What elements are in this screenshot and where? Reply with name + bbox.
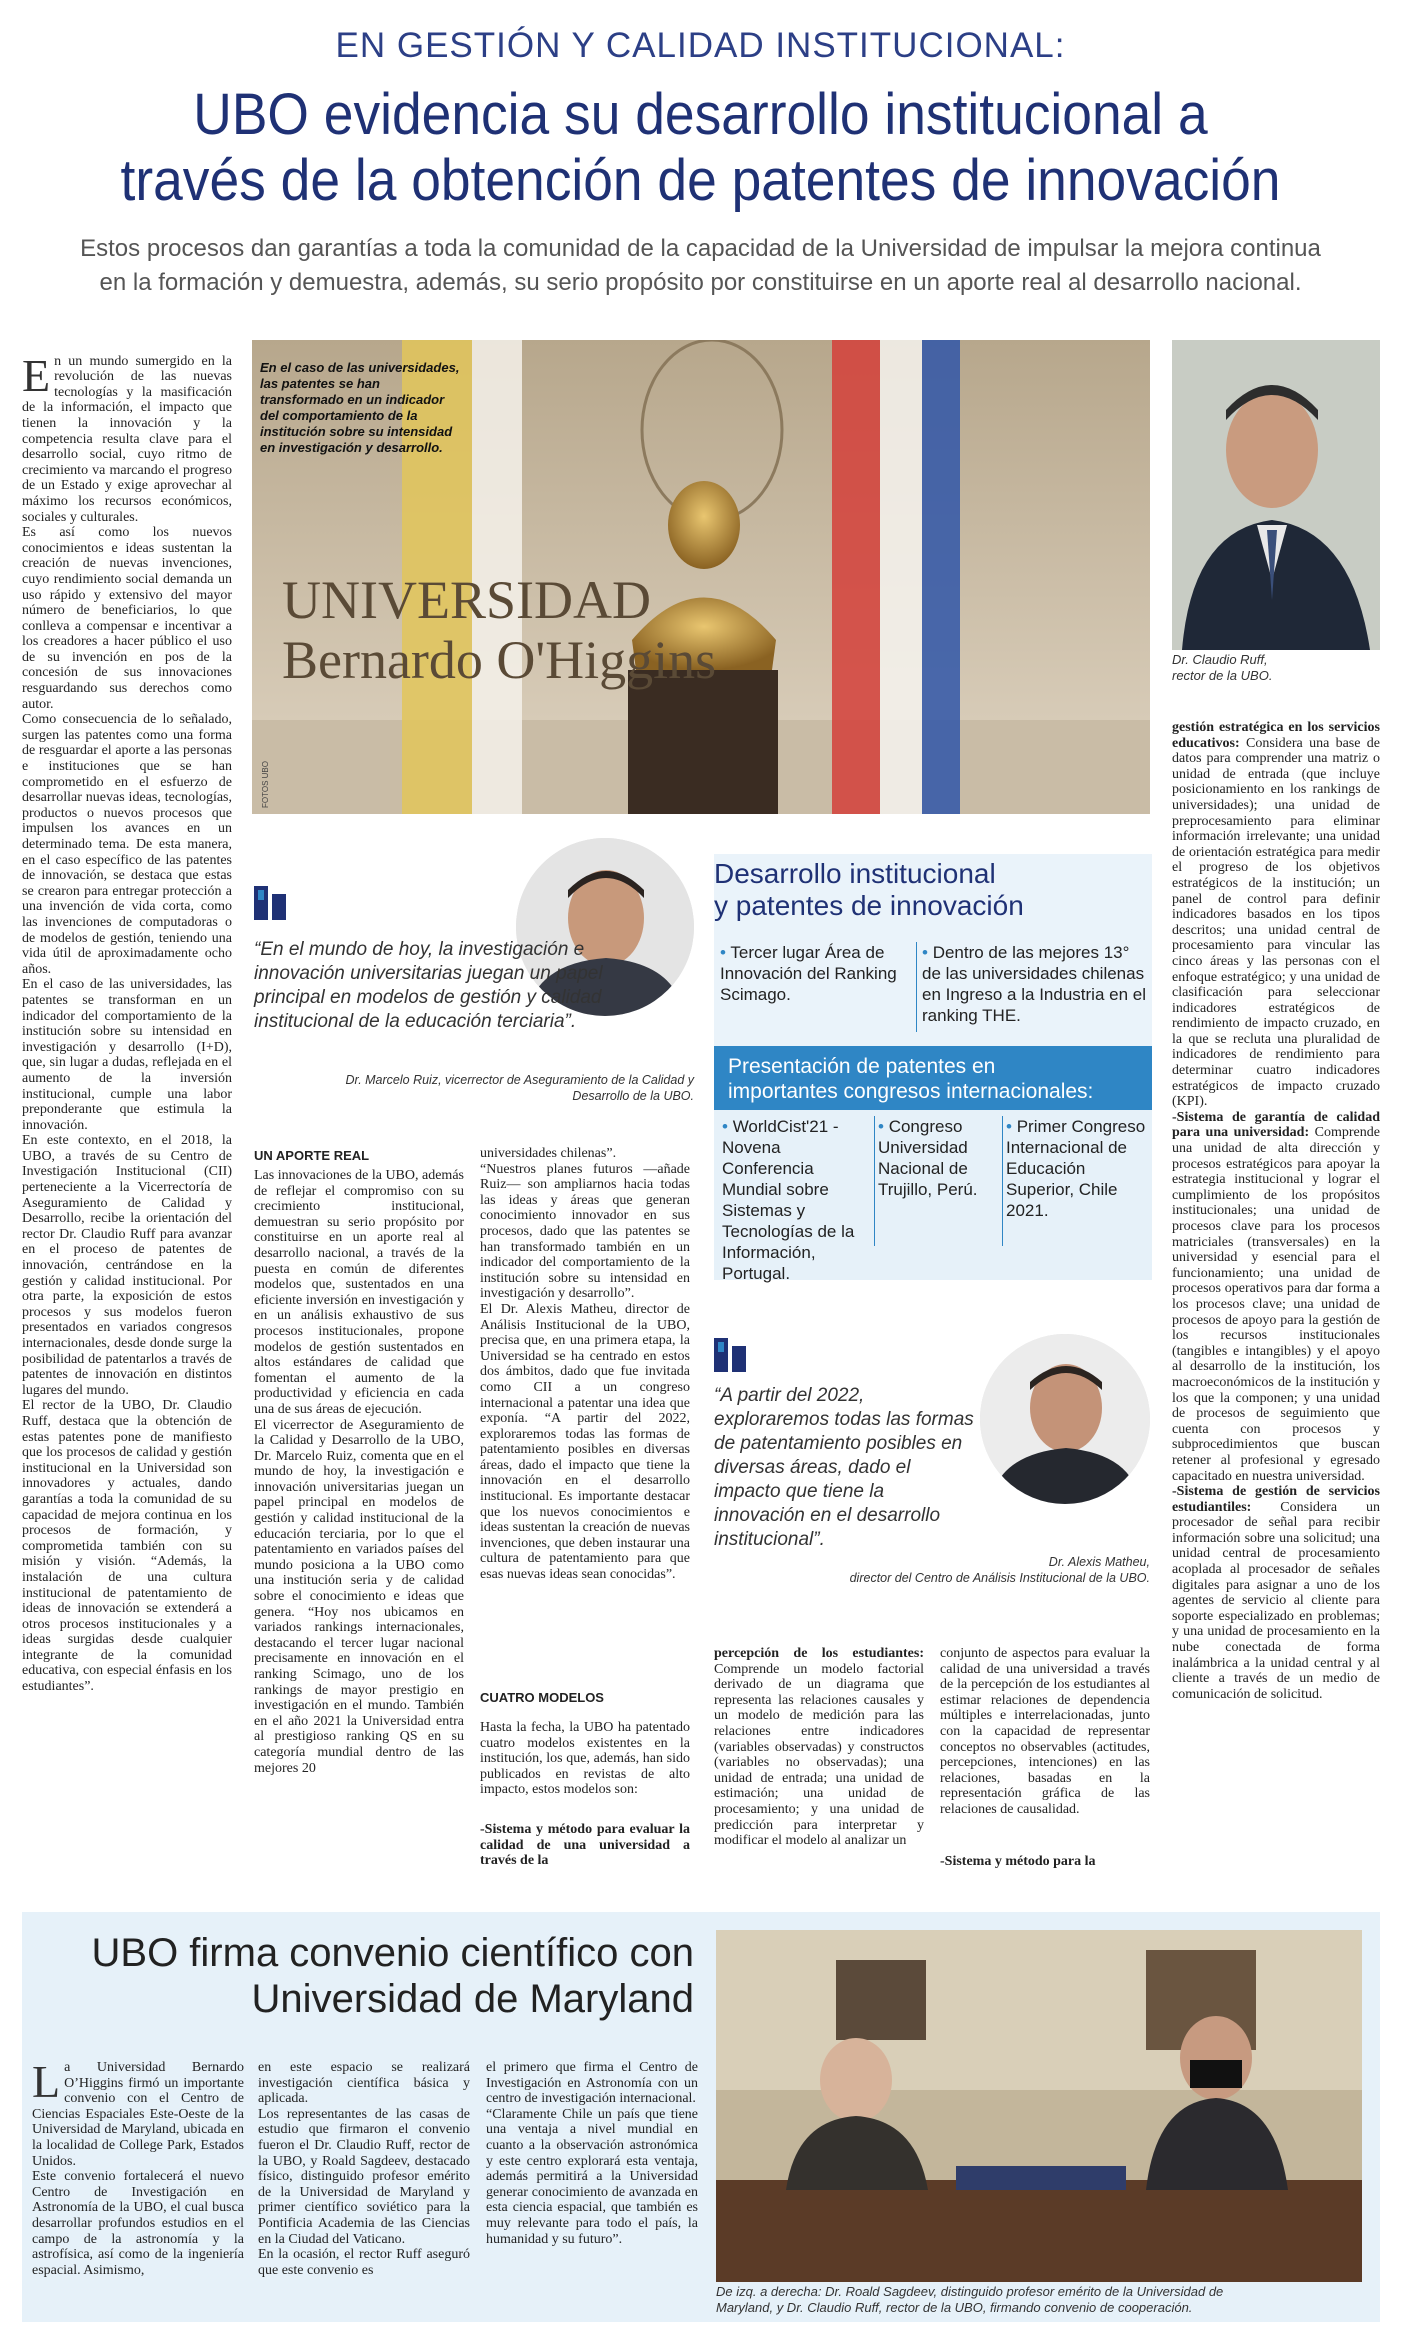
deck-line-1: Estos procesos dan garantías a toda la comunidad de la capacidad de la Universidad de impulsar la mejora continua [80, 235, 1321, 262]
infobox-bullet-2: • Dentro de las mejores 13° de las universidades chilenas en Ingreso a la Industria en el ranking THE. [922, 943, 1146, 1025]
column-6-text-1: Considera una base de datos para comprender una matriz o unidad de entrada (que incluye posicionamiento en los rankings de universidades); una unidad de preprocesamiento para eliminar información irrelevante; una unidad de orientación estratégica para medir el progreso de los objetivos estratégicos de la institución; un panel de control para definir indicadores basados en los tipos descritos; una unidad central de procesamiento para vincular las cinco áreas y las personas con el enfoque estratégico; y una unidad de clasificación para seleccionar indicadores estratégicos de rendimiento de impacto cruzado, en la que se recluta una pluralidad de indicadores de rendimiento para determinar cuatro indicadores estratégicos de impacto cruzado (KPI). [1172, 735, 1380, 1110]
column-4-bold: percepción de los estudiantes: [714, 1646, 924, 1661]
second-headline-line-2: Universidad de Maryland [251, 1977, 694, 2021]
signing-illustration [716, 1930, 1362, 2282]
headline-line-2: través de la obtención de patentes de innovación [120, 148, 1281, 213]
infobox-title-line-1: Desarrollo institucional [714, 858, 996, 889]
infobox-title [714, 858, 1024, 922]
matheu-portrait [980, 1334, 1150, 1504]
second-column-2: en este espacio se realizará investigación científica básica y aplicada. Los representantes de las casas de estudio que firmaron el convenio fueron el Dr. Claudio Ruff, rector de la UBO, y Roald Sagdeev, destacado físico, distinguido profesor emérito de la Universidad de Maryland y primer científico soviético para la Pontificia Academia de las Ciencias en la Ciudad del Vaticano. En la ocasión, el rector Ruff aseguró que este convenio es [258, 2060, 470, 2278]
infobox [714, 854, 1152, 1048]
signing-photo [716, 1930, 1362, 2282]
quote-1-attr-line-2: Desarrollo de la UBO. [572, 1089, 694, 1103]
quote-mark-icon [254, 886, 288, 920]
rector-portrait [1172, 340, 1380, 650]
quote-1-text: “En el mundo de hoy, la investigación e innovación universitarias juegan un papel principal en modelos de gestión y calidad institucional de la educación terciaria”. [254, 939, 603, 1032]
sign-text [282, 570, 1122, 690]
second-dropcap: L [32, 2060, 61, 2107]
photo-overlay-caption: En el caso de las universidades, las patentes se han transformado en un indicador del comportamiento de la institución sobre su intensidad en investigación y desarrollo. [260, 360, 460, 455]
section-kicker: EN GESTIÓN Y CALIDAD INSTITUCIONAL: [335, 26, 1066, 65]
infobox-bullet-1: • Tercer lugar Área de Innovación del Ranking Scimago. [720, 943, 897, 1004]
headline [93, 82, 1308, 214]
dropcap: E [22, 349, 51, 401]
infobox-title-line-2: y patentes de innovación [714, 890, 1024, 921]
infobox-divider [916, 942, 917, 1032]
quote-2-text: “A partir del 2022, exploraremos todas las formas de patentamiento posibles en diversas áreas, dado el impacto que tiene la innovación en el desarrollo institucional”. [714, 1385, 974, 1550]
second-headline-line-1: UBO firma convenio científico con [91, 1931, 694, 1975]
article-column-3b: Hasta la fecha, la UBO ha patentado cuatro modelos existentes en la institución, los que, además, han sido publicados en revistas de alto impacto, estos modelos son: [480, 1720, 690, 1798]
main-photo [252, 340, 1150, 814]
column-6-bold-1: gestión estratégica en los servicios educativos: [1172, 720, 1380, 751]
article-column-6 [1172, 720, 1380, 1870]
congress-item-3: • Primer Congreso Internacional de Educación Superior, Chile 2021. [1006, 1117, 1146, 1220]
article-column-5: conjunto de aspectos para evaluar la calidad de una universidad a través de la percepción de los estudiantes al estimar relaciones de dependencia múltiples e interrelacionadas, junto con la capacidad de representar conceptos no observables (actitudes, percepciones, intenciones) en las relaciones, basadas en la representación gráfica de las relaciones de causalidad. [940, 1646, 1150, 1817]
second-column-1 [32, 2060, 244, 2322]
congress-list [714, 1110, 1152, 1283]
congress-banner [714, 1046, 1152, 1110]
rector-caption-line-2: rector de la UBO. [1172, 668, 1273, 683]
column-1-text: n un mundo sumergido en la revolución de las nuevas tecnologías y la masificación de la información, el impacto que tienen la innovación y la competencia resulta clave para el desarrollo social, cuyo ritmo de crecimiento va marcando el progreso de un Estado y exige aprovechar al máximo los recursos económicos, sociales y culturales. Es así como los nuevos conocimientos e ideas sustentan la creación de nuevas invenciones, cuyo rendimiento social demanda un uso rápido y extensivo del mayor número de beneficiarios, lo que conlleva a compensar e incentivar a los creadores a hacer público el uso de su invención en pos de la concesión de sus innovaciones resguardando sus derechos como autor. Como consecuencia de lo señalado, surgen las patentes como una forma de resguardar el aporte a las personas e instituciones que se han comprometido en el esfuerzo de desarrollar nuevas ideas, tecnologías, productos o nuevos procesos que impulsen los avances en un determinado tema. De esta manera, en el caso específico de las patentes de innovación, se destaca que estas se crearon para entregar protección a una invención de vida corta, como las invenciones de computadoras o de modelos de gestión, teniendo una vida útil de aproximadamente ocho años. En el caso de las universidades, las patentes se transforman en un indicador del comportamiento de la institución sobre su intensidad en investigación y desarrollo (I+D), que, sin lugar a dudas, reflejada en el aumento de la inversión institucional, cumple una labor preponderante que estimula la innovación. En este contexto, en el 2018, la UBO, a través de su Centro de Investigación Institucional (CII) perteneciente a la Vicerrectoría de Aseguramiento de Calidad y Desarrollo, recibe la orientación del rector Dr. Claudio Ruff para avanzar en el proceso de patentes de innovación, centrándose en la gestión y calidad institucional. Por otra parte, la exposición de estos procesos y sus modelos fueron presentados en variados congresos internacionales, desde donde surge la posibilidad de patentarlos a través de patentes de innovación en distintos lugares del mundo. El rector de la UBO, Dr. Claudio Ruff, destaca que la obtención de estas patentes pone de manifiesto que los procesos de calidad y gestión institucional en la Universidad son innovadores y actuales, dando garantías a toda la comunidad de su capacidad de mejora continua en los procesos de formación, y comprometida también con su misión y visión. “Además, la instalación de una cultura institucional de patentamiento de ideas de innovación se extenderá a otros procesos institucionales y a ideas surgidas desde cualquier integrante de la comunidad educativa, con especial énfasis en los estudiantes”. [22, 353, 232, 1695]
congress-banner-line-2: importantes congresos internacionales: [728, 1080, 1094, 1103]
article-column-4 [714, 1646, 924, 1872]
rector-caption [1172, 652, 1380, 684]
headline-line-1: UBO evidencia su desarrollo institucional a [193, 82, 1208, 147]
article-column-3c: -Sistema y método para evaluar la calidad de una universidad a través de la [480, 1822, 690, 1869]
second-headline [28, 1930, 694, 2022]
quote-2-attr-line-2: director del Centro de Análisis Institucional de la UBO. [849, 1571, 1150, 1585]
sign-line-2: Bernardo O'Higgins [282, 630, 717, 690]
rector-photo [1172, 340, 1380, 650]
deck [28, 232, 1373, 300]
sign-line-1: UNIVERSIDAD [282, 570, 651, 630]
article-column-5b: -Sistema y método para la [940, 1854, 1096, 1869]
quote-1-attr-line-1: Dr. Marcelo Ruiz, vicerrector de Aseguramiento de la Calidad y [345, 1073, 694, 1087]
column-6-bold-2: -Sistema de garantía de calidad para una universidad: [1172, 1109, 1380, 1141]
congress-divider-1 [874, 1116, 875, 1246]
congress-divider-2 [1002, 1116, 1003, 1246]
congress-item-2: • Congreso Universidad Nacional de Trujillo, Perú. [878, 1117, 978, 1199]
quote-2-attr-line-1: Dr. Alexis Matheu, [1048, 1555, 1150, 1569]
congress-item-1: • WorldCist'21 - Novena Conferencia Mundial sobre Sistemas y Tecnologías de la Información, Portugal. [722, 1117, 855, 1283]
quote-2-attribution [714, 1554, 1150, 1586]
deck-line-2: en la formación y demuestra, además, su serio propósito por constituirse en un aporte real al desarrollo nacional. [99, 269, 1302, 296]
subhead-modelos: CUATRO MODELOS [480, 1690, 604, 1705]
quote-1-attribution [254, 1072, 694, 1104]
signing-caption-line-1: De izq. a derecha: Dr. Roald Sagdeev, distinguido profesor emérito de la Universidad de [716, 2284, 1224, 2299]
signing-caption [716, 2284, 1362, 2316]
article-column-2: Las innovaciones de la UBO, además de reflejar el compromiso con su crecimiento institucional, demuestran su serio propósito por constituirse en un aporte real al desarrollo nacional, a través de la puesta en común de diferentes modelos que, sustentados en una eficiente inversión en investigación y en un análisis exhaustivo de sus procesos institucionales, propone modelos de gestión sustentados en altos estándares de calidad que fomentan el aumento de la productividad y eficiencia en cada una de sus áreas de ejecución. El vicerrector de Aseguramiento de la Calidad y Desarrollo de la UBO, Dr. Marcelo Ruiz, comenta que en el mundo de hoy, la investigación e innovación universitarias juegan un papel principal en modelos de gestión y calidad institucional de la educación terciaria, por lo que el patentamiento en variados países del mundo posiciona a la UBO como una institución seria y de calidad sobre el conocimiento e ideas que genera. “Hoy nos ubicamos en variados rankings internacionales, destacando el tercer lugar nacional precisamente en innovación en el ranking Scimago, uno de los rankings de mayor prestigio en investigación en el mundo. También en el año 2021 la Universidad entra al prestigioso ranking QS en su categoría mundial dentro de las mejores 20 [254, 1168, 464, 1776]
second-column-1-text: a Universidad Bernardo O’Higgins firmó un importante convenio con el Centro de Ciencias Espaciales Este-Oeste de la Universidad de Maryland, ubicada en la localidad de College Park, Estados Unidos. Este convenio fortalecerá el nuevo Centro de Investigación en Astronomía de la UBO, el cual busca desarrollar profundos estudios en el campo de la astronomía y la astrofísica, así como de la ingeniería espacial. Asimismo, [32, 2060, 244, 2278]
congress-banner-line-1: Presentación de patentes en [728, 1055, 996, 1078]
signing-caption-line-2: Maryland, y Dr. Claudio Ruff, rector de la UBO, firmando convenio de cooperación. [716, 2300, 1193, 2315]
article-column-3: universidades chilenas”. “Nuestros planes futuros —añade Ruiz— son ampliarnos hacia todas las ideas y áreas que generan conocimiento innovador en sus procesos, dado que las patentes se han transformado también en un indicador del comportamiento de la institución sobre su intensidad en investigación y desarrollo”. El Dr. Alexis Matheu, director de Análisis Institucional de la UBO, precisa que, en una primera etapa, la Universidad se ha centrado en estos dos ámbitos, dado que fue invitada como CII a un congreso internacional a patentar una idea que exponía. “A partir del 2022, exploraremos todas las formas de patentamiento posibles en diversas áreas, dado el impacto que tiene la innovación en el desarrollo institucional. Es importante destacar que los nuevos conocimientos e ideas sustentan la creación de nuevas invenciones, que deben instaurar una cultura de patentamiento para que esas nuevas ideas sean conocidas”. [480, 1146, 690, 1583]
column-6-text-2: Comprende una unidad de alta dirección y procesos estratégicos para apoyar la estrategia institucional y lograr el cumplimiento de los propósitos institucionales; una unidad de procesos clave para los procesos matriciales (transversales) en la universidad y esencial para el funcionamiento; una unidad de procesos operativos para dar forma a los procesos clave; una unidad de procesos de apoyo para la gestión de los recursos institucionales (tangibles e intangibles) y el apoyo al desarrollo de la institución, los macroeconómicos de la institución y los que la componen; y una unidad de procesos de seguimiento que cuenta con procesos y subprocedimientos que buscan retener al profesional y egresado capacitado en nuestra universidad. [1172, 1125, 1380, 1484]
column-6-text-3: Considera un procesador de señal para recibir información sobre una solicitud; una unidad central de procesamiento acoplada al procesador de señales digitales para asignar a uno de los agentes de servicio al cliente para soporte especializado en problemas; y una unidad de procesamiento en la nube conectada de forma inalámbrica a la unidad central y al cliente a través de un medio de comunicación de solicitud. [1172, 1499, 1380, 1702]
rector-caption-line-1: Dr. Claudio Ruff, [1172, 652, 1268, 667]
column-4-text: Comprende un modelo factorial derivado de un diagrama que representa las relaciones causales y un modelo de medición para las relaciones entre indicadores (variables observadas) y constructos (variables no observadas); una unidad de entrada; una unidad de estimación; una unidad de procesamiento; y una unidad de predicción para interpretar y modificar el modelo al analizar un [714, 1661, 924, 1849]
article-column-1 [22, 338, 232, 1870]
photo-credit: FOTOS UBO [260, 761, 270, 808]
column-6-bold-3: -Sistema de gestión de servicios estudiantiles: [1172, 1484, 1380, 1515]
subhead-aporte: UN APORTE REAL [254, 1148, 370, 1163]
second-column-3: el primero que firma el Centro de Investigación en Astronomía con un centro de investigación internacional. “Claramente Chile un país que tiene una ventaja a nivel mundial en cuanto a la observación astronómica y este centro explorará esta ventaja, además permitirá a la Universidad generar conocimiento de avanzada en esta ciencia espacial, que también es muy relevante para todo el país, la humanidad y su futuro”. [486, 2060, 698, 2247]
quote-mark-icon-2 [714, 1338, 748, 1372]
